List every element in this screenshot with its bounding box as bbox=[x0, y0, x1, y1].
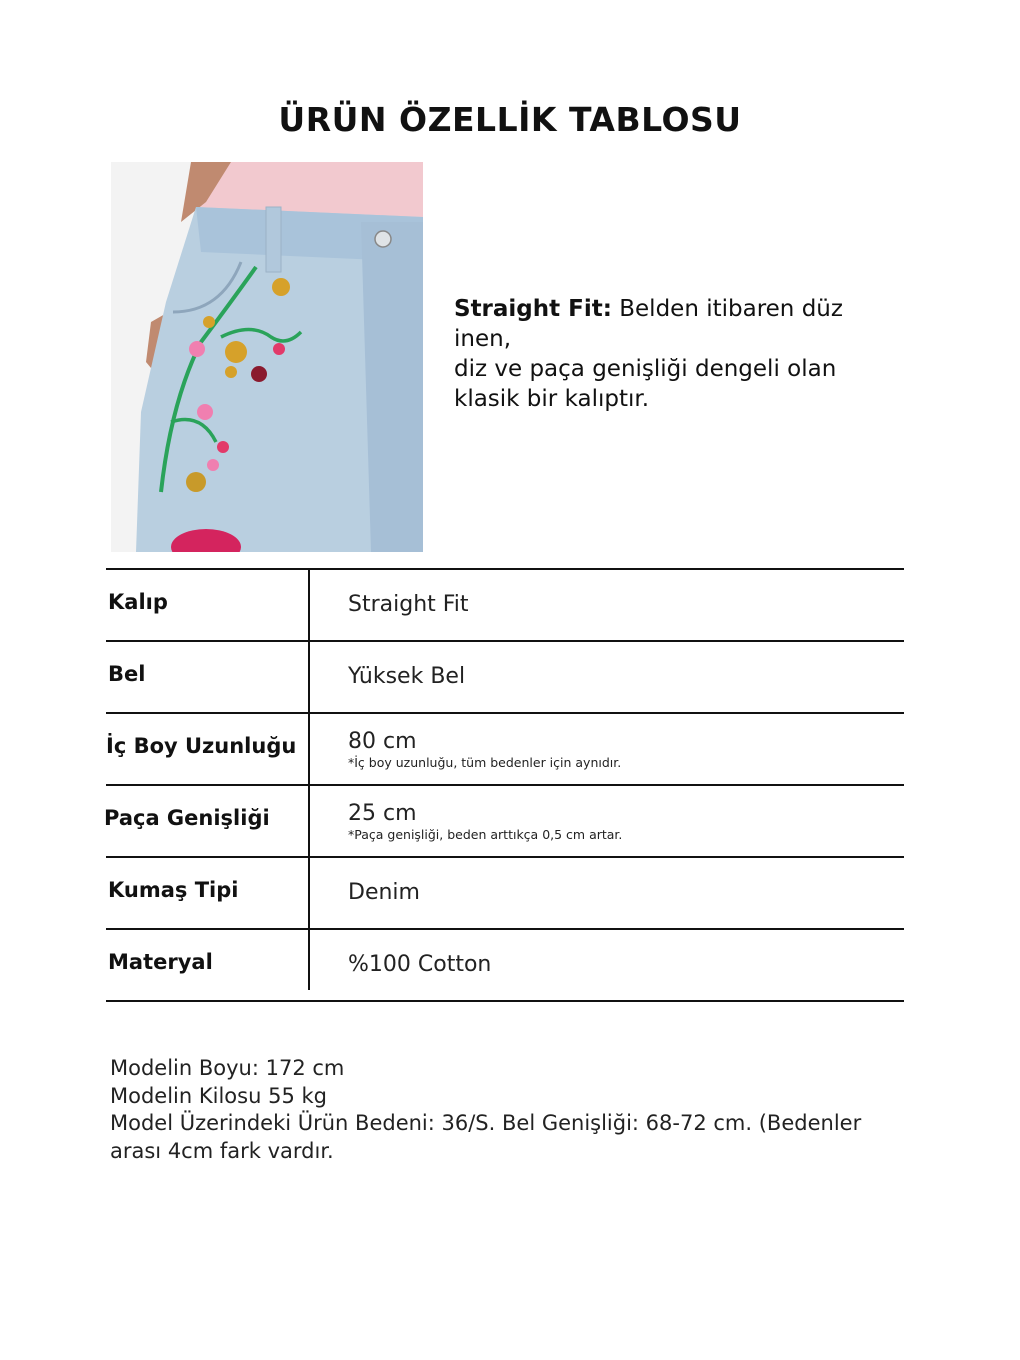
row-value-group bbox=[348, 801, 622, 842]
row-label: Kumaş Tipi bbox=[108, 878, 239, 902]
model-size: Model Üzerindeki Ürün Bedeni: 36/S. Bel Genişliği: 68-72 cm. (Bedenler bbox=[110, 1111, 862, 1135]
size-difference: arası 4cm fark vardır. bbox=[110, 1138, 334, 1163]
description-line-2: diz ve paça genişliği dengeli olan bbox=[454, 356, 837, 382]
description-line-1: Belden itibaren düz inen, bbox=[454, 296, 843, 352]
fit-name: Straight Fit: bbox=[454, 296, 612, 322]
row-value: Denim bbox=[348, 880, 420, 905]
model-weight: Modelin Kilosu 55 kg bbox=[110, 1083, 327, 1108]
table-row-kalip bbox=[106, 568, 904, 640]
model-height: Modelin Boyu: 172 cm bbox=[110, 1056, 345, 1080]
row-value: 80 cm bbox=[348, 729, 417, 754]
product-image bbox=[111, 162, 423, 552]
table-row-ic-boy bbox=[106, 712, 904, 784]
table-row-materyal bbox=[106, 928, 904, 1002]
row-value-group bbox=[348, 729, 621, 770]
page-title: ÜRÜN ÖZELLİK TABLOSU bbox=[278, 100, 742, 139]
fit-description bbox=[454, 294, 894, 414]
row-label: Kalıp bbox=[108, 590, 168, 614]
row-value: %100 Cotton bbox=[348, 952, 492, 977]
table-divider bbox=[308, 568, 310, 990]
row-value: 25 cm bbox=[348, 801, 417, 826]
row-note: *İç boy uzunluğu, tüm bedenler için aynıdır. bbox=[348, 755, 622, 770]
row-label: Bel bbox=[108, 662, 146, 686]
table-row-kumas bbox=[106, 856, 904, 928]
model-info bbox=[110, 1055, 910, 1165]
description-line-3: klasik bir kalıptır. bbox=[454, 386, 650, 412]
row-value: Yüksek Bel bbox=[348, 664, 466, 689]
spec-table bbox=[106, 568, 904, 1002]
table-row-paca bbox=[106, 784, 904, 856]
row-label: Paça Genişliği bbox=[104, 806, 270, 830]
row-note: *Paça genişliği, beden arttıkça 0,5 cm artar. bbox=[348, 827, 623, 842]
row-label: Materyal bbox=[108, 950, 213, 974]
table-row-bel bbox=[106, 640, 904, 712]
product-photo-icon bbox=[111, 162, 423, 552]
row-value: Straight Fit bbox=[348, 592, 469, 617]
row-label: İç Boy Uzunluğu bbox=[106, 734, 297, 758]
